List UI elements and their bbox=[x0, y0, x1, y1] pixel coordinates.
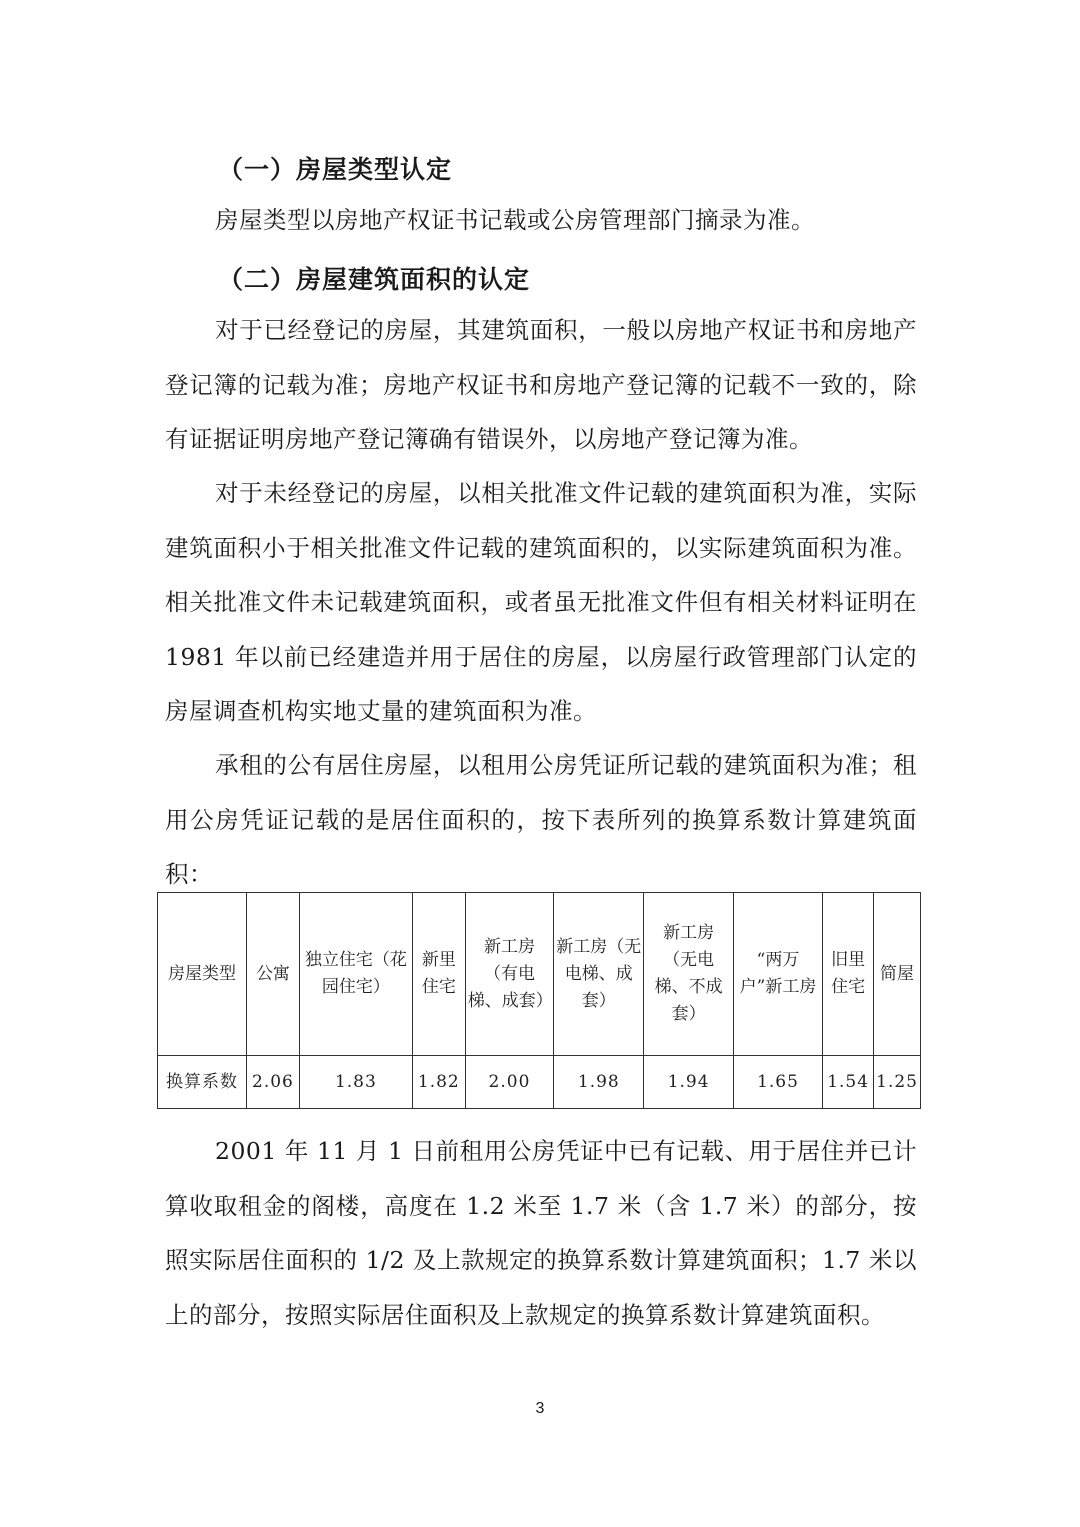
table-cell-type: “两万户”新工房 bbox=[733, 893, 822, 1056]
table-cell-type: 简屋 bbox=[874, 893, 921, 1056]
table-cell-coefficient: 1.54 bbox=[823, 1056, 874, 1109]
paragraph-registered-houses: 对于已经登记的房屋，其建筑面积，一般以房地产权证书和房地产登记簿的记载为准；房地产权证书和房地产登记簿的记载不一致的，除有证据证明房地产登记簿确有错误外，以房地产登记簿为准。 bbox=[165, 316, 917, 453]
section-heading-floor-area: （二）房屋建筑面积的认定 bbox=[218, 265, 531, 294]
paragraph-public-housing: 承租的公有居住房屋，以租用公房凭证所记载的建筑面积为准；租用公房凭证记载的是居住面积的，按下表所列的换算系数计算建筑面积： bbox=[165, 751, 917, 888]
section-heading-house-type: （一）房屋类型认定 bbox=[218, 155, 453, 184]
table-cell-type: 新工房（无电梯、不成套） bbox=[644, 893, 733, 1056]
table-cell-coefficient: 1.82 bbox=[412, 1056, 465, 1109]
table-cell-coefficient: 1.94 bbox=[644, 1056, 733, 1109]
table-cell-coefficient: 1.25 bbox=[874, 1056, 921, 1109]
table-cell-type: 公寓 bbox=[246, 893, 299, 1056]
table-cell-type: 独立住宅（花园住宅） bbox=[299, 893, 412, 1056]
paragraph-attic-rule: 2001 年 11 月 1 日前租用公房凭证中已有记载、用于居住并已计算收取租金的阁楼，高度在 1.2 米至 1.7 米（含 1.7 米）的部分，按照实际居住面积的 1/2 及上款规定的换算系数计算建筑面积；1.7 米以上的部分，按照实际居住面积及上款规定的换算系数计算建筑面积。 bbox=[165, 1137, 918, 1329]
table-cell-coefficient: 2.00 bbox=[465, 1056, 553, 1109]
table-row-coefficient bbox=[158, 1056, 921, 1109]
table-cell-type: 新工房（无电梯、成套） bbox=[554, 893, 644, 1056]
table-row-header: 房屋类型 bbox=[158, 893, 247, 1056]
table-row-header: 换算系数 bbox=[158, 1056, 247, 1109]
table-cell-coefficient: 1.83 bbox=[299, 1056, 412, 1109]
table-cell-type: 新工房（有电梯、成套） bbox=[465, 893, 553, 1056]
conversion-coefficient-table bbox=[157, 892, 921, 1109]
paragraph-unregistered-houses: 对于未经登记的房屋，以相关批准文件记载的建筑面积为准，实际建筑面积小于相关批准文件记载的建筑面积的，以实际建筑面积为准。相关批准文件未记载建筑面积，或者虽无批准文件但有相关材料证明在 1981 年以前已经建造并用于居住的房屋，以房屋行政管理部门认定的房屋调查机构实地丈量的建筑面积为准。 bbox=[165, 479, 917, 725]
page-number: 3 bbox=[535, 1400, 545, 1417]
table-cell-type: 新里住宅 bbox=[412, 893, 465, 1056]
table-cell-type: 旧里住宅 bbox=[823, 893, 874, 1056]
table-cell-coefficient: 2.06 bbox=[246, 1056, 299, 1109]
table-cell-coefficient: 1.98 bbox=[554, 1056, 644, 1109]
table-cell-coefficient: 1.65 bbox=[733, 1056, 822, 1109]
table-row-house-type bbox=[158, 893, 921, 1056]
paragraph-house-type: 房屋类型以房地产权证书记载或公房管理部门摘录为准。 bbox=[215, 206, 815, 234]
